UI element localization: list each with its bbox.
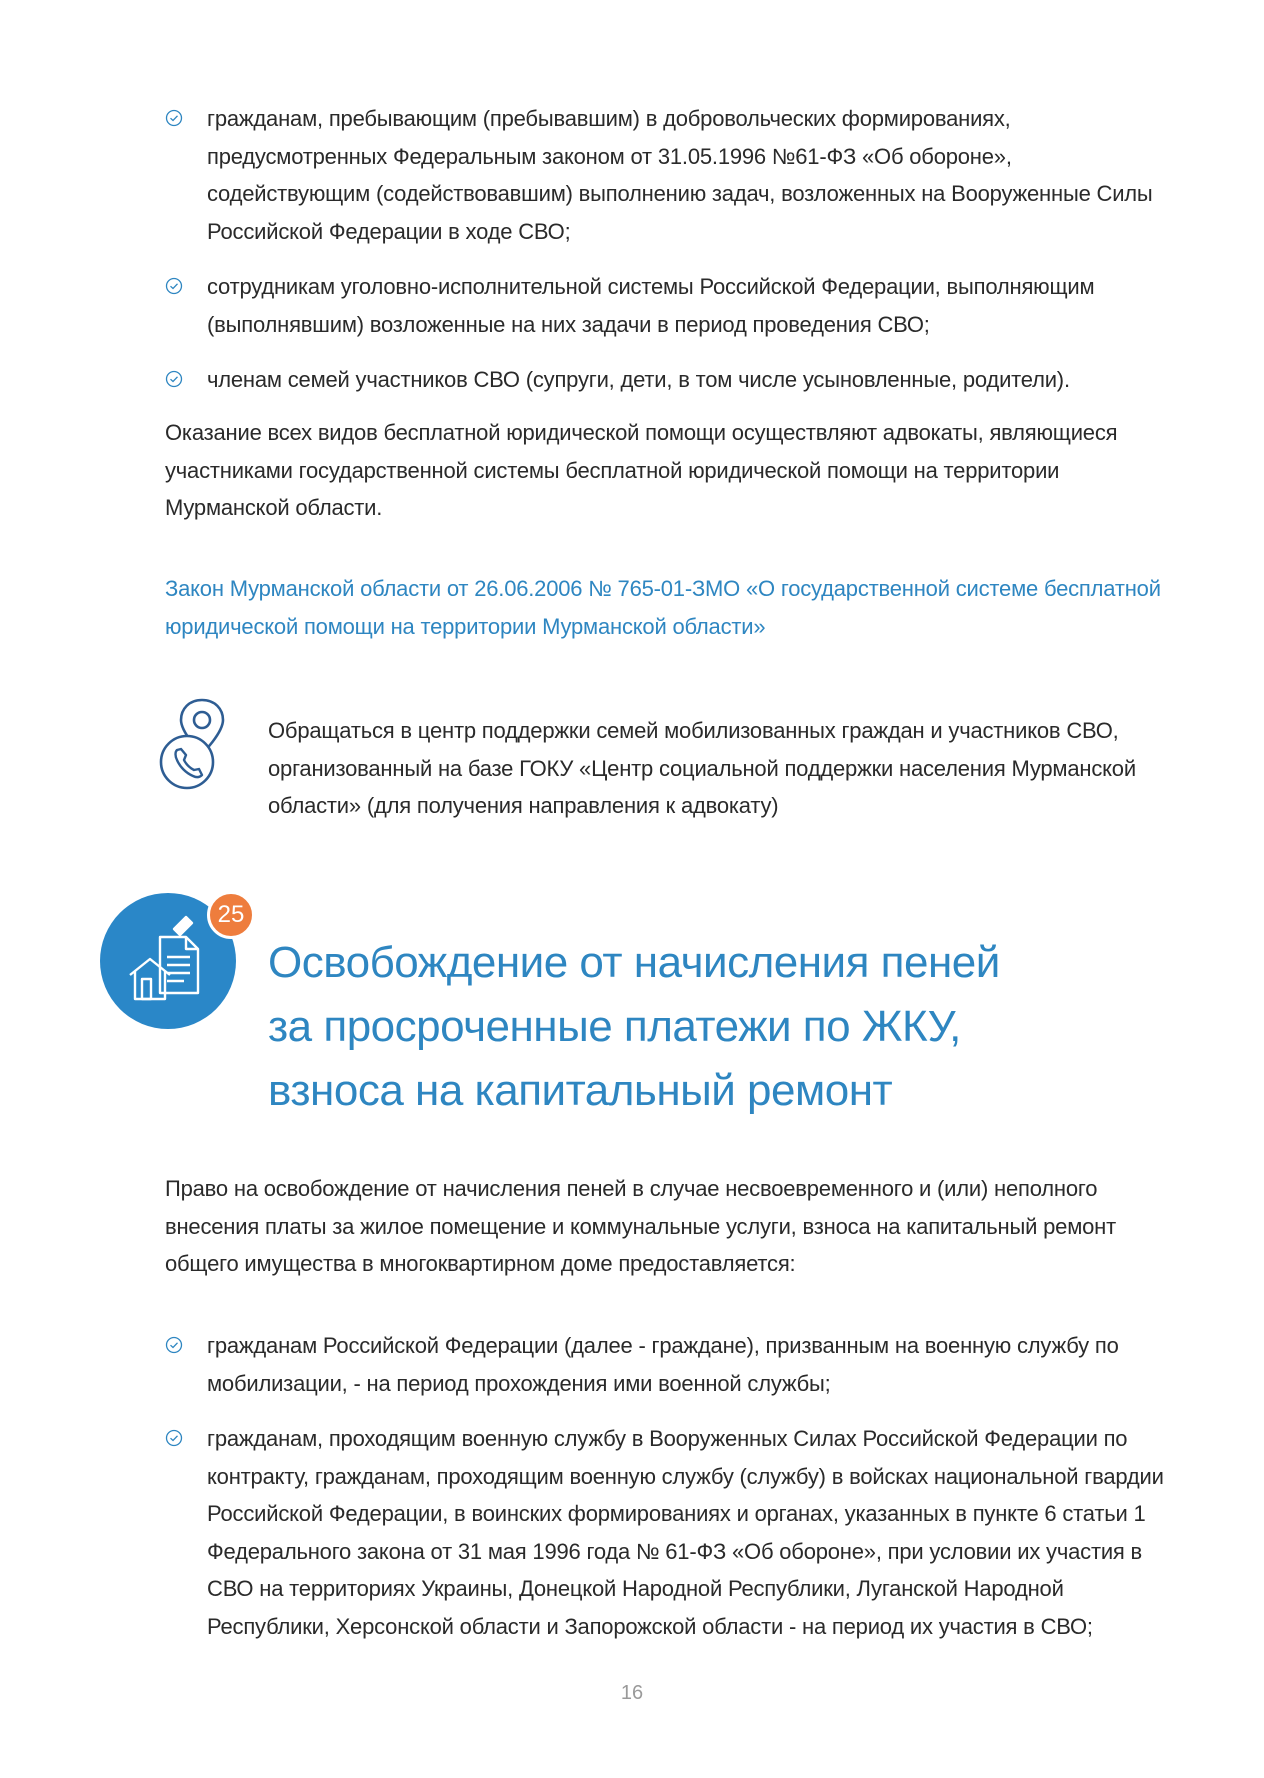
- section-title-line: за просроченные платежи по ЖКУ,: [268, 1002, 961, 1051]
- list-item: [165, 1327, 1175, 1402]
- check-circle-icon: [165, 1429, 183, 1447]
- top-bullet-list: [165, 100, 1175, 399]
- list-item: [165, 100, 1175, 250]
- location-phone-icon: [155, 692, 235, 792]
- check-circle-icon: [165, 277, 183, 295]
- list-item-text: гражданам, пребывающим (пребывавшим) в добровольческих формированиях, предусмотренных Федеральным законом от 31.05.1996 №61-ФЗ «Об обороне», содействующим (содействовавшим) выполнению задач, возложенных на Вооруженные Силы Российской Федерации в ходе СВО;: [207, 106, 1153, 244]
- section-title-line: взноса на капитальный ремонт: [268, 1066, 893, 1115]
- list-item-text: членам семей участников СВО (супруги, дети, в том числе усыновленные, родители).: [207, 367, 1070, 392]
- list-item-text: гражданам, проходящим военную службу в Вооруженных Силах Российской Федерации по контракту, гражданам, проходящим военную службу (службу) в войсках национальной гвардии Российской Федерации, в воинских формированиях и органах, указанных в пункте 6 статьи 1 Федерального закона от 31 мая 1996 года № 61-ФЗ «Об обороне», при условии их участия в СВО на территориях Украины, Донецкой Народной Республики, Луганской Народной Республики, Херсонской области и Запорожской области - на период их участия в СВО;: [207, 1426, 1164, 1639]
- section-bullet-list: [165, 1327, 1175, 1645]
- list-item: [165, 268, 1175, 343]
- section-title-line: Освобождение от начисления пеней: [268, 938, 1000, 987]
- section-intro: Право на освобождение от начисления пеней в случае несвоевременного и (или) неполного внесения платы за жилое помещение и коммунальные услуги, взноса на капитальный ремонт общего имущества в многоквартирном доме предоставляется:: [165, 1176, 1116, 1276]
- section-title: [268, 931, 1068, 1123]
- section-number-badge: 25: [207, 891, 255, 939]
- check-circle-icon: [165, 370, 183, 388]
- list-item: [165, 361, 1175, 399]
- contact-text: Обращаться в центр поддержки семей мобилизованных граждан и участников СВО, организованный на базе ГОКУ «Центр социальной поддержки населения Мурманской области» (для получения направления к адвокату): [268, 718, 1136, 818]
- check-circle-icon: [165, 109, 183, 127]
- advocates-paragraph: Оказание всех видов бесплатной юридической помощи осуществляют адвокаты, являющиеся участниками государственной системы бесплатной юридической помощи на территории Мурманской области.: [165, 420, 1118, 520]
- law-link[interactable]: Закон Мурманской области от 26.06.2006 № 765-01-ЗМО «О государственной системе бесплатной юридической помощи на территории Мурманской области»: [165, 576, 1161, 639]
- list-item-text: гражданам Российской Федерации (далее - граждане), призванным на военную службу по мобилизации, - на период прохождения ими военной службы;: [207, 1333, 1119, 1396]
- list-item-text: сотрудникам уголовно-исполнительной системы Российской Федерации, выполняющим (выполнявшим) возложенные на них задачи в период проведения СВО;: [207, 274, 1095, 337]
- page-number: 16: [620, 1682, 644, 1704]
- list-item: [165, 1420, 1175, 1645]
- check-circle-icon: [165, 1336, 183, 1354]
